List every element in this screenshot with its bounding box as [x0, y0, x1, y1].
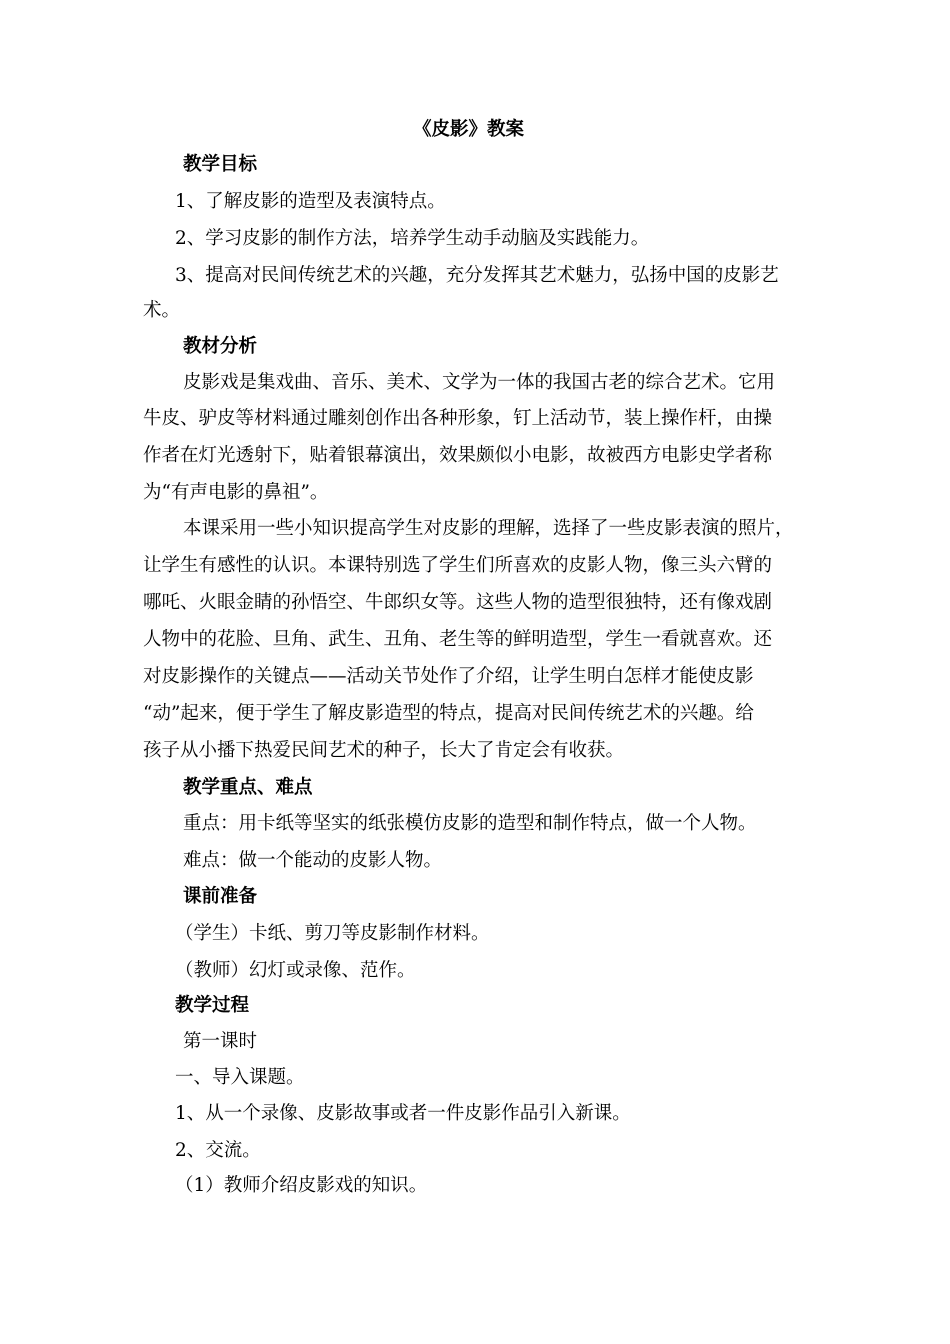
analysis-paragraph-2-line-5: 对皮影操作的关键点——活动关节处作了介绍，让学生明白怎样才能使皮影 — [143, 666, 754, 687]
heading-keypoints: 教学重点、难点 — [183, 777, 313, 798]
preparation-student: （学生）卡纸、剪刀等皮影制作材料。 — [175, 923, 490, 944]
process-step-1-2: 2、交流。 — [175, 1140, 261, 1161]
heading-process: 教学过程 — [175, 995, 250, 1016]
heading-preparation: 课前准备 — [183, 886, 258, 907]
document-title: 《皮影》教案 — [413, 119, 525, 140]
heading-analysis: 教材分析 — [183, 336, 258, 357]
analysis-paragraph-2-line-4: 人物中的花脸、旦角、武生、丑角、老生等的鲜明造型，学生一看就喜欢。还 — [143, 629, 773, 650]
analysis-paragraph-2-line-2: 让学生有感性的认识。本课特别选了学生们所喜欢的皮影人物，像三头六臂的 — [143, 555, 773, 576]
heading-objectives: 教学目标 — [183, 154, 258, 175]
process-lesson-label: 第一课时 — [183, 1031, 258, 1052]
objective-item-2: 2、学习皮影的制作方法，培养学生动手动脑及实践能力。 — [175, 228, 650, 249]
process-step-1: 一、导入课题。 — [175, 1067, 305, 1088]
analysis-paragraph-1-line-3: 作者在灯光透射下，贴着银幕演出，效果颇似小电影，故被西方电影史学者称 — [143, 445, 773, 466]
keypoint-difficulty: 难点：做一个能动的皮影人物。 — [183, 850, 443, 871]
analysis-paragraph-1-line-4: 为“有声电影的鼻祖”。 — [143, 482, 329, 503]
analysis-paragraph-1-line-1: 皮影戏是集戏曲、音乐、美术、文学为一体的我国古老的综合艺术。它用 — [183, 372, 776, 393]
objective-item-1: 1、了解皮影的造型及表演特点。 — [175, 191, 446, 212]
process-step-1-2-1: （1）教师介绍皮影戏的知识。 — [175, 1175, 428, 1196]
analysis-paragraph-2-line-6: “动”起来，便于学生了解皮影造型的特点，提高对民间传统艺术的兴趣。给 — [143, 703, 754, 724]
process-step-1-1: 1、从一个录像、皮影故事或者一件皮影作品引入新课。 — [175, 1103, 631, 1124]
keypoint-focus: 重点：用卡纸等坚实的纸张模仿皮影的造型和制作特点，做一个人物。 — [183, 813, 757, 834]
objective-item-3-line-2: 术。 — [143, 300, 181, 321]
analysis-paragraph-2-line-1: 本课采用一些小知识提高学生对皮影的理解，选择了一些皮影表演的照片， — [183, 518, 794, 539]
preparation-teacher: （教师）幻灯或录像、范作。 — [175, 960, 416, 981]
analysis-paragraph-2-line-3: 哪吒、火眼金睛的孙悟空、牛郎织女等。这些人物的造型很独特，还有像戏剧 — [143, 592, 773, 613]
objective-item-3-line-1: 3、提高对民间传统艺术的兴趣，充分发挥其艺术魅力，弘扬中国的皮影艺 — [175, 265, 779, 286]
analysis-paragraph-2-line-7: 孩子从小播下热爱民间艺术的种子，长大了肯定会有收获。 — [143, 740, 625, 761]
analysis-paragraph-1-line-2: 牛皮、驴皮等材料通过雕刻创作出各种形象，钉上活动节，装上操作杆，由操 — [143, 408, 773, 429]
